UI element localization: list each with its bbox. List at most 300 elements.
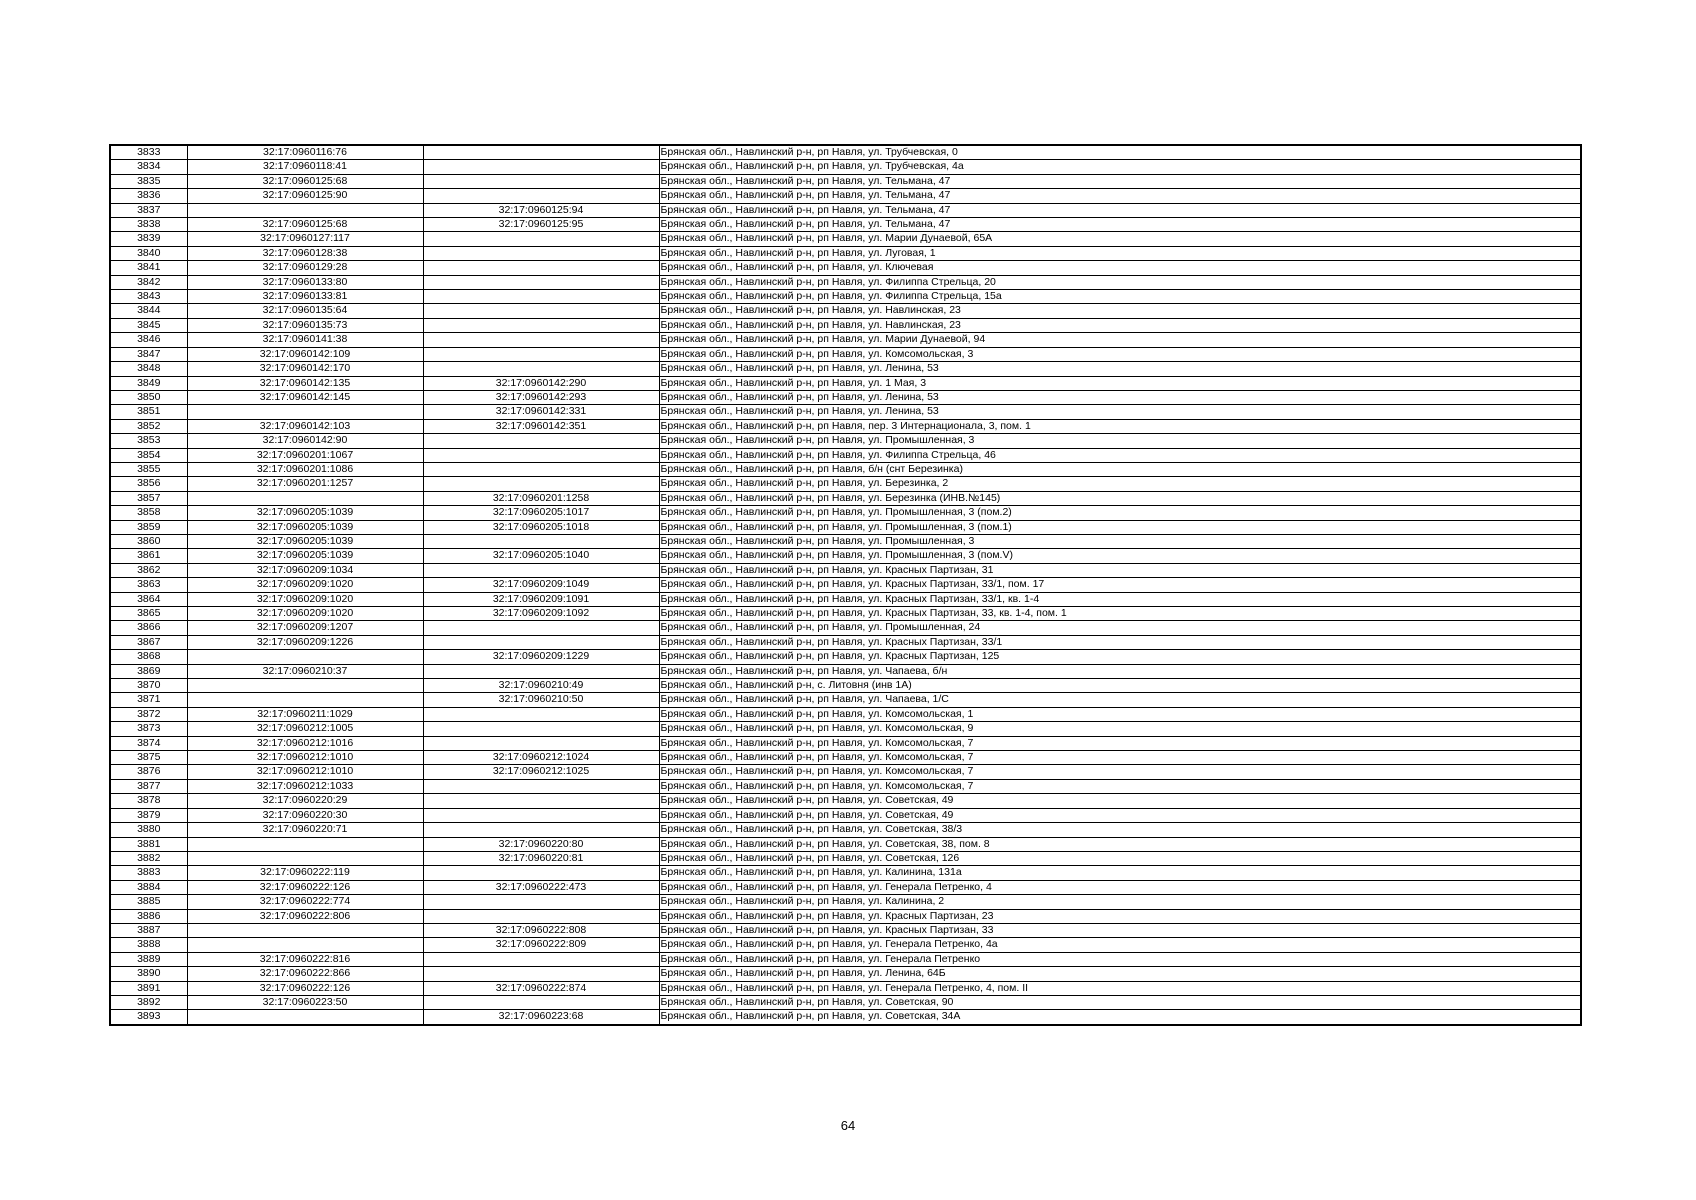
object-cadastral-cell (423, 434, 659, 448)
object-cadastral-cell: 32:17:0960205:1017 (423, 506, 659, 520)
table-row (110, 995, 1581, 1009)
address-cell: Брянская обл., Навлинский р-н, рп Навля, ул. Комсомольская, 3 (659, 347, 1581, 361)
address-cell: Брянская обл., Навлинский р-н, рп Навля, ул. Красных Партизан, 33 (659, 923, 1581, 937)
row-number-cell: 3892 (110, 995, 187, 1009)
row-number-cell: 3856 (110, 477, 187, 491)
object-cadastral-cell (423, 794, 659, 808)
row-number-cell: 3837 (110, 203, 187, 217)
parcel-cadastral-cell: 32:17:0960201:1067 (187, 448, 423, 462)
row-number-cell: 3838 (110, 218, 187, 232)
address-cell: Брянская обл., Навлинский р-н, рп Навля, ул. Ленина, 53 (659, 405, 1581, 419)
address-cell: Брянская обл., Навлинский р-н, рп Навля, ул. Тельмана, 47 (659, 203, 1581, 217)
table-row (110, 794, 1581, 808)
address-cell: Брянская обл., Навлинский р-н, рп Навля, ул. Генерала Петренко, 4 (659, 880, 1581, 894)
table-row (110, 664, 1581, 678)
table-row (110, 434, 1581, 448)
row-number-cell: 3868 (110, 650, 187, 664)
parcel-cadastral-cell (187, 1010, 423, 1025)
table-row (110, 174, 1581, 188)
row-number-cell: 3873 (110, 722, 187, 736)
object-cadastral-cell (423, 232, 659, 246)
parcel-cadastral-cell: 32:17:0960209:1207 (187, 621, 423, 635)
object-cadastral-cell: 32:17:0960212:1024 (423, 751, 659, 765)
row-number-cell: 3869 (110, 664, 187, 678)
row-number-cell: 3860 (110, 534, 187, 548)
address-cell: Брянская обл., Навлинский р-н, рп Навля, ул. 1 Мая, 3 (659, 376, 1581, 390)
address-cell: Брянская обл., Навлинский р-н, рп Навля, ул. Генерала Петренко, 4а (659, 938, 1581, 952)
row-number-cell: 3876 (110, 765, 187, 779)
table-row (110, 578, 1581, 592)
row-number-cell: 3845 (110, 318, 187, 332)
table-row (110, 981, 1581, 995)
row-number-cell: 3879 (110, 808, 187, 822)
address-cell: Брянская обл., Навлинский р-н, рп Навля, б/н (снт Березинка) (659, 462, 1581, 476)
parcel-cadastral-cell: 32:17:0960222:126 (187, 981, 423, 995)
table-row (110, 967, 1581, 981)
parcel-cadastral-cell (187, 851, 423, 865)
row-number-cell: 3861 (110, 549, 187, 563)
table-row (110, 923, 1581, 937)
row-number-cell: 3833 (110, 145, 187, 160)
parcel-cadastral-cell (187, 679, 423, 693)
row-number-cell: 3847 (110, 347, 187, 361)
row-number-cell: 3848 (110, 362, 187, 376)
parcel-cadastral-cell: 32:17:0960201:1257 (187, 477, 423, 491)
object-cadastral-cell (423, 952, 659, 966)
parcel-cadastral-cell: 32:17:0960205:1039 (187, 520, 423, 534)
object-cadastral-cell (423, 707, 659, 721)
table-row (110, 333, 1581, 347)
object-cadastral-cell (423, 866, 659, 880)
address-cell: Брянская обл., Навлинский р-н, рп Навля, ул. Советская, 49 (659, 794, 1581, 808)
address-cell: Брянская обл., Навлинский р-н, рп Навля, ул. Трубчевская, 4а (659, 160, 1581, 174)
row-number-cell: 3890 (110, 967, 187, 981)
row-number-cell: 3855 (110, 462, 187, 476)
parcel-cadastral-cell: 32:17:0960142:145 (187, 390, 423, 404)
parcel-cadastral-cell: 32:17:0960220:30 (187, 808, 423, 822)
address-cell: Брянская обл., Навлинский р-н, рп Навля, ул. Советская, 38, пом. 8 (659, 837, 1581, 851)
table-row (110, 261, 1581, 275)
table-row (110, 866, 1581, 880)
address-cell: Брянская обл., Навлинский р-н, рп Навля, ул. Комсомольская, 7 (659, 765, 1581, 779)
object-cadastral-cell (423, 174, 659, 188)
row-number-cell: 3853 (110, 434, 187, 448)
address-cell: Брянская обл., Навлинский р-н, рп Навля, ул. Красных Партизан, 33, кв. 1-4, пом. 1 (659, 607, 1581, 621)
address-cell: Брянская обл., Навлинский р-н, рп Навля, ул. Чапаева, б/н (659, 664, 1581, 678)
address-cell: Брянская обл., Навлинский р-н, рп Навля, ул. Генерала Петренко, 4, пом. II (659, 981, 1581, 995)
table-row (110, 362, 1581, 376)
row-number-cell: 3865 (110, 607, 187, 621)
address-cell: Брянская обл., Навлинский р-н, рп Навля, ул. Советская, 49 (659, 808, 1581, 822)
object-cadastral-cell: 32:17:0960125:94 (423, 203, 659, 217)
parcel-cadastral-cell: 32:17:0960211:1029 (187, 707, 423, 721)
address-cell: Брянская обл., Навлинский р-н, рп Навля, ул. Калинина, 2 (659, 895, 1581, 909)
table-row (110, 520, 1581, 534)
object-cadastral-cell (423, 362, 659, 376)
row-number-cell: 3846 (110, 333, 187, 347)
row-number-cell: 3858 (110, 506, 187, 520)
table-row (110, 938, 1581, 952)
object-cadastral-cell: 32:17:0960142:290 (423, 376, 659, 390)
object-cadastral-cell (423, 967, 659, 981)
parcel-cadastral-cell: 32:17:0960125:90 (187, 189, 423, 203)
parcel-cadastral-cell: 32:17:0960220:29 (187, 794, 423, 808)
table-row (110, 592, 1581, 606)
address-cell: Брянская обл., Навлинский р-н, рп Навля, ул. Советская, 38/3 (659, 823, 1581, 837)
row-number-cell: 3893 (110, 1010, 187, 1025)
address-cell: Брянская обл., Навлинский р-н, рп Навля, пер. 3 Интернационала, 3, пом. 1 (659, 419, 1581, 433)
parcel-cadastral-cell: 32:17:0960212:1033 (187, 779, 423, 793)
table-row (110, 823, 1581, 837)
table-row (110, 275, 1581, 289)
address-cell: Брянская обл., Навлинский р-н, рп Навля, ул. Комсомольская, 7 (659, 751, 1581, 765)
object-cadastral-cell (423, 318, 659, 332)
row-number-cell: 3884 (110, 880, 187, 894)
object-cadastral-cell (423, 290, 659, 304)
parcel-cadastral-cell: 32:17:0960222:866 (187, 967, 423, 981)
address-cell: Брянская обл., Навлинский р-н, рп Навля, ул. Промышленная, 3 (пом.V) (659, 549, 1581, 563)
parcel-cadastral-cell: 32:17:0960212:1005 (187, 722, 423, 736)
parcel-cadastral-cell (187, 837, 423, 851)
parcel-cadastral-cell: 32:17:0960116:76 (187, 145, 423, 160)
object-cadastral-cell: 32:17:0960209:1092 (423, 607, 659, 621)
row-number-cell: 3849 (110, 376, 187, 390)
object-cadastral-cell: 32:17:0960220:81 (423, 851, 659, 865)
row-number-cell: 3867 (110, 635, 187, 649)
parcel-cadastral-cell: 32:17:0960222:126 (187, 880, 423, 894)
table-row (110, 549, 1581, 563)
table-row (110, 218, 1581, 232)
parcel-cadastral-cell: 32:17:0960135:64 (187, 304, 423, 318)
parcel-cadastral-cell: 32:17:0960209:1034 (187, 563, 423, 577)
address-cell: Брянская обл., Навлинский р-н, рп Навля, ул. Филиппа Стрельца, 20 (659, 275, 1581, 289)
address-cell: Брянская обл., Навлинский р-н, рп Навля, ул. Комсомольская, 7 (659, 779, 1581, 793)
parcel-cadastral-cell: 32:17:0960125:68 (187, 218, 423, 232)
row-number-cell: 3851 (110, 405, 187, 419)
parcel-cadastral-cell: 32:17:0960141:38 (187, 333, 423, 347)
row-number-cell: 3840 (110, 246, 187, 260)
address-cell: Брянская обл., Навлинский р-н, рп Навля, ул. Филиппа Стрельца, 46 (659, 448, 1581, 462)
parcel-cadastral-cell (187, 491, 423, 505)
table-body (110, 145, 1581, 1025)
parcel-cadastral-cell: 32:17:0960222:774 (187, 895, 423, 909)
address-cell: Брянская обл., Навлинский р-н, рп Навля, ул. Калинина, 131а (659, 866, 1581, 880)
parcel-cadastral-cell: 32:17:0960212:1016 (187, 736, 423, 750)
object-cadastral-cell: 32:17:0960209:1091 (423, 592, 659, 606)
table-row (110, 952, 1581, 966)
parcel-cadastral-cell: 32:17:0960205:1039 (187, 506, 423, 520)
parcel-cadastral-cell: 32:17:0960201:1086 (187, 462, 423, 476)
table-row (110, 909, 1581, 923)
row-number-cell: 3870 (110, 679, 187, 693)
row-number-cell: 3887 (110, 923, 187, 937)
row-number-cell: 3886 (110, 909, 187, 923)
row-number-cell: 3862 (110, 563, 187, 577)
parcel-cadastral-cell: 32:17:0960129:28 (187, 261, 423, 275)
parcel-cadastral-cell: 32:17:0960205:1039 (187, 534, 423, 548)
table-row (110, 232, 1581, 246)
table-row (110, 837, 1581, 851)
row-number-cell: 3857 (110, 491, 187, 505)
object-cadastral-cell (423, 534, 659, 548)
address-cell: Брянская обл., Навлинский р-н, рп Навля, ул. Березинка (ИНВ.№145) (659, 491, 1581, 505)
object-cadastral-cell (423, 304, 659, 318)
address-cell: Брянская обл., Навлинский р-н, рп Навля, ул. Тельмана, 47 (659, 174, 1581, 188)
row-number-cell: 3843 (110, 290, 187, 304)
address-cell: Брянская обл., Навлинский р-н, рп Навля, ул. Промышленная, 3 (659, 434, 1581, 448)
table-row (110, 145, 1581, 160)
address-cell: Брянская обл., Навлинский р-н, рп Навля, ул. Советская, 126 (659, 851, 1581, 865)
table-row (110, 679, 1581, 693)
parcel-cadastral-cell: 32:17:0960220:71 (187, 823, 423, 837)
parcel-cadastral-cell: 32:17:0960222:806 (187, 909, 423, 923)
parcel-cadastral-cell: 32:17:0960223:50 (187, 995, 423, 1009)
object-cadastral-cell: 32:17:0960212:1025 (423, 765, 659, 779)
table-row (110, 650, 1581, 664)
table-row (110, 779, 1581, 793)
address-cell: Брянская обл., Навлинский р-н, рп Навля, ул. Марии Дунаевой, 94 (659, 333, 1581, 347)
table-row (110, 477, 1581, 491)
row-number-cell: 3871 (110, 693, 187, 707)
parcel-cadastral-cell: 32:17:0960222:119 (187, 866, 423, 880)
address-cell: Брянская обл., Навлинский р-н, рп Навля, ул. Тельмана, 47 (659, 218, 1581, 232)
address-cell: Брянская обл., Навлинский р-н, рп Навля, ул. Промышленная, 3 (пом.2) (659, 506, 1581, 520)
table-row (110, 851, 1581, 865)
parcel-cadastral-cell (187, 693, 423, 707)
row-number-cell: 3836 (110, 189, 187, 203)
parcel-cadastral-cell: 32:17:0960142:109 (187, 347, 423, 361)
row-number-cell: 3875 (110, 751, 187, 765)
row-number-cell: 3880 (110, 823, 187, 837)
object-cadastral-cell (423, 895, 659, 909)
row-number-cell: 3864 (110, 592, 187, 606)
row-number-cell: 3882 (110, 851, 187, 865)
table-row (110, 405, 1581, 419)
address-cell: Брянская обл., Навлинский р-н, рп Навля, ул. Красных Партизан, 125 (659, 650, 1581, 664)
object-cadastral-cell (423, 145, 659, 160)
object-cadastral-cell: 32:17:0960125:95 (423, 218, 659, 232)
parcel-cadastral-cell: 32:17:0960125:68 (187, 174, 423, 188)
table-row (110, 607, 1581, 621)
object-cadastral-cell: 32:17:0960142:351 (423, 419, 659, 433)
row-number-cell: 3885 (110, 895, 187, 909)
object-cadastral-cell (423, 664, 659, 678)
object-cadastral-cell: 32:17:0960223:68 (423, 1010, 659, 1025)
object-cadastral-cell: 32:17:0960201:1258 (423, 491, 659, 505)
object-cadastral-cell: 32:17:0960222:473 (423, 880, 659, 894)
parcel-cadastral-cell: 32:17:0960142:135 (187, 376, 423, 390)
table-row (110, 448, 1581, 462)
object-cadastral-cell (423, 462, 659, 476)
object-cadastral-cell (423, 275, 659, 289)
table-row (110, 693, 1581, 707)
address-cell: Брянская обл., Навлинский р-н, рп Навля, ул. Красных Партизан, 33/1, пом. 17 (659, 578, 1581, 592)
table-row (110, 895, 1581, 909)
object-cadastral-cell (423, 995, 659, 1009)
object-cadastral-cell: 32:17:0960142:331 (423, 405, 659, 419)
table-row (110, 160, 1581, 174)
table-row (110, 621, 1581, 635)
row-number-cell: 3874 (110, 736, 187, 750)
address-cell: Брянская обл., Навлинский р-н, рп Навля, ул. Комсомольская, 9 (659, 722, 1581, 736)
table-row (110, 736, 1581, 750)
row-number-cell: 3854 (110, 448, 187, 462)
object-cadastral-cell (423, 722, 659, 736)
parcel-cadastral-cell: 32:17:0960135:73 (187, 318, 423, 332)
address-cell: Брянская обл., Навлинский р-н, рп Навля, ул. Промышленная, 3 (659, 534, 1581, 548)
address-cell: Брянская обл., Навлинский р-н, рп Навля, ул. Промышленная, 3 (пом.1) (659, 520, 1581, 534)
table-row (110, 563, 1581, 577)
address-cell: Брянская обл., Навлинский р-н, рп Навля, ул. Ленина, 64Б (659, 967, 1581, 981)
address-cell: Брянская обл., Навлинский р-н, рп Навля, ул. Красных Партизан, 33/1 (659, 635, 1581, 649)
object-cadastral-cell (423, 347, 659, 361)
row-number-cell: 3881 (110, 837, 187, 851)
table-row (110, 506, 1581, 520)
address-cell: Брянская обл., Навлинский р-н, с. Литовня (инв 1А) (659, 679, 1581, 693)
table-row (110, 751, 1581, 765)
row-number-cell: 3878 (110, 794, 187, 808)
parcel-cadastral-cell: 32:17:0960222:816 (187, 952, 423, 966)
parcel-cadastral-cell: 32:17:0960209:1020 (187, 578, 423, 592)
row-number-cell: 3877 (110, 779, 187, 793)
object-cadastral-cell: 32:17:0960220:80 (423, 837, 659, 851)
object-cadastral-cell (423, 635, 659, 649)
object-cadastral-cell: 32:17:0960210:50 (423, 693, 659, 707)
table-row (110, 347, 1581, 361)
table-row (110, 707, 1581, 721)
address-cell: Брянская обл., Навлинский р-н, рп Навля, ул. Комсомольская, 1 (659, 707, 1581, 721)
object-cadastral-cell (423, 823, 659, 837)
address-cell: Брянская обл., Навлинский р-н, рп Навля, ул. Комсомольская, 7 (659, 736, 1581, 750)
row-number-cell: 3863 (110, 578, 187, 592)
parcel-cadastral-cell: 32:17:0960128:38 (187, 246, 423, 260)
address-cell: Брянская обл., Навлинский р-н, рп Навля, ул. Березинка, 2 (659, 477, 1581, 491)
parcel-cadastral-cell (187, 923, 423, 937)
row-number-cell: 3859 (110, 520, 187, 534)
address-cell: Брянская обл., Навлинский р-н, рп Навля, ул. Навлинская, 23 (659, 318, 1581, 332)
table-row (110, 189, 1581, 203)
object-cadastral-cell: 32:17:0960209:1229 (423, 650, 659, 664)
address-cell: Брянская обл., Навлинский р-н, рп Навля, ул. Красных Партизан, 31 (659, 563, 1581, 577)
parcel-cadastral-cell: 32:17:0960210:37 (187, 664, 423, 678)
table-row (110, 290, 1581, 304)
object-cadastral-cell (423, 563, 659, 577)
row-number-cell: 3888 (110, 938, 187, 952)
row-number-cell: 3842 (110, 275, 187, 289)
address-cell: Брянская обл., Навлинский р-н, рп Навля, ул. Советская, 90 (659, 995, 1581, 1009)
table-row (110, 376, 1581, 390)
row-number-cell: 3844 (110, 304, 187, 318)
table-row (110, 1010, 1581, 1025)
address-cell: Брянская обл., Навлинский р-н, рп Навля, ул. Чапаева, 1/С (659, 693, 1581, 707)
object-cadastral-cell: 32:17:0960142:293 (423, 390, 659, 404)
object-cadastral-cell (423, 261, 659, 275)
address-cell: Брянская обл., Навлинский р-н, рп Навля, ул. Промышленная, 24 (659, 621, 1581, 635)
object-cadastral-cell (423, 736, 659, 750)
object-cadastral-cell (423, 246, 659, 260)
parcel-cadastral-cell: 32:17:0960142:103 (187, 419, 423, 433)
object-cadastral-cell (423, 621, 659, 635)
parcel-cadastral-cell (187, 203, 423, 217)
row-number-cell: 3834 (110, 160, 187, 174)
parcel-cadastral-cell: 32:17:0960142:170 (187, 362, 423, 376)
parcel-cadastral-cell: 32:17:0960118:41 (187, 160, 423, 174)
row-number-cell: 3850 (110, 390, 187, 404)
object-cadastral-cell (423, 808, 659, 822)
address-cell: Брянская обл., Навлинский р-н, рп Навля, ул. Ленина, 53 (659, 362, 1581, 376)
address-cell: Брянская обл., Навлинский р-н, рп Навля, ул. Навлинская, 23 (659, 304, 1581, 318)
address-cell: Брянская обл., Навлинский р-н, рп Навля, ул. Тельмана, 47 (659, 189, 1581, 203)
object-cadastral-cell: 32:17:0960205:1040 (423, 549, 659, 563)
object-cadastral-cell (423, 189, 659, 203)
object-cadastral-cell (423, 333, 659, 347)
parcel-cadastral-cell (187, 938, 423, 952)
parcel-cadastral-cell: 32:17:0960209:1020 (187, 607, 423, 621)
address-cell: Брянская обл., Навлинский р-н, рп Навля, ул. Ленина, 53 (659, 390, 1581, 404)
address-cell: Брянская обл., Навлинский р-н, рп Навля, ул. Красных Партизан, 23 (659, 909, 1581, 923)
address-cell: Брянская обл., Навлинский р-н, рп Навля, ул. Ключевая (659, 261, 1581, 275)
parcel-cadastral-cell: 32:17:0960209:1020 (187, 592, 423, 606)
address-cell: Брянская обл., Навлинский р-н, рп Навля, ул. Трубчевская, 0 (659, 145, 1581, 160)
parcel-cadastral-cell (187, 405, 423, 419)
parcel-cadastral-cell: 32:17:0960133:81 (187, 290, 423, 304)
parcel-cadastral-cell: 32:17:0960212:1010 (187, 765, 423, 779)
object-cadastral-cell (423, 477, 659, 491)
object-cadastral-cell: 32:17:0960210:49 (423, 679, 659, 693)
row-number-cell: 3889 (110, 952, 187, 966)
object-cadastral-cell (423, 448, 659, 462)
table-row (110, 880, 1581, 894)
parcel-cadastral-cell: 32:17:0960205:1039 (187, 549, 423, 563)
object-cadastral-cell: 32:17:0960205:1018 (423, 520, 659, 534)
table-row (110, 462, 1581, 476)
parcel-cadastral-cell: 32:17:0960127:117 (187, 232, 423, 246)
parcel-cadastral-cell (187, 650, 423, 664)
row-number-cell: 3883 (110, 866, 187, 880)
table-row (110, 635, 1581, 649)
row-number-cell: 3839 (110, 232, 187, 246)
table-row (110, 419, 1581, 433)
parcel-cadastral-cell: 32:17:0960133:80 (187, 275, 423, 289)
object-cadastral-cell (423, 779, 659, 793)
table-row (110, 304, 1581, 318)
address-cell: Брянская обл., Навлинский р-н, рп Навля, ул. Генерала Петренко (659, 952, 1581, 966)
table-row (110, 318, 1581, 332)
address-cell: Брянская обл., Навлинский р-н, рп Навля, ул. Филиппа Стрельца, 15а (659, 290, 1581, 304)
table-row (110, 808, 1581, 822)
row-number-cell: 3852 (110, 419, 187, 433)
parcel-cadastral-cell: 32:17:0960142:90 (187, 434, 423, 448)
table-row (110, 534, 1581, 548)
property-register-table (109, 144, 1582, 1026)
object-cadastral-cell (423, 160, 659, 174)
object-cadastral-cell: 32:17:0960222:808 (423, 923, 659, 937)
row-number-cell: 3835 (110, 174, 187, 188)
table-row (110, 491, 1581, 505)
row-number-cell: 3872 (110, 707, 187, 721)
object-cadastral-cell (423, 909, 659, 923)
parcel-cadastral-cell: 32:17:0960212:1010 (187, 751, 423, 765)
object-cadastral-cell: 32:17:0960222:874 (423, 981, 659, 995)
row-number-cell: 3866 (110, 621, 187, 635)
table-row (110, 722, 1581, 736)
address-cell: Брянская обл., Навлинский р-н, рп Навля, ул. Марии Дунаевой, 65А (659, 232, 1581, 246)
table-row (110, 390, 1581, 404)
address-cell: Брянская обл., Навлинский р-н, рп Навля, ул. Красных Партизан, 33/1, кв. 1-4 (659, 592, 1581, 606)
row-number-cell: 3891 (110, 981, 187, 995)
row-number-cell: 3841 (110, 261, 187, 275)
parcel-cadastral-cell: 32:17:0960209:1226 (187, 635, 423, 649)
